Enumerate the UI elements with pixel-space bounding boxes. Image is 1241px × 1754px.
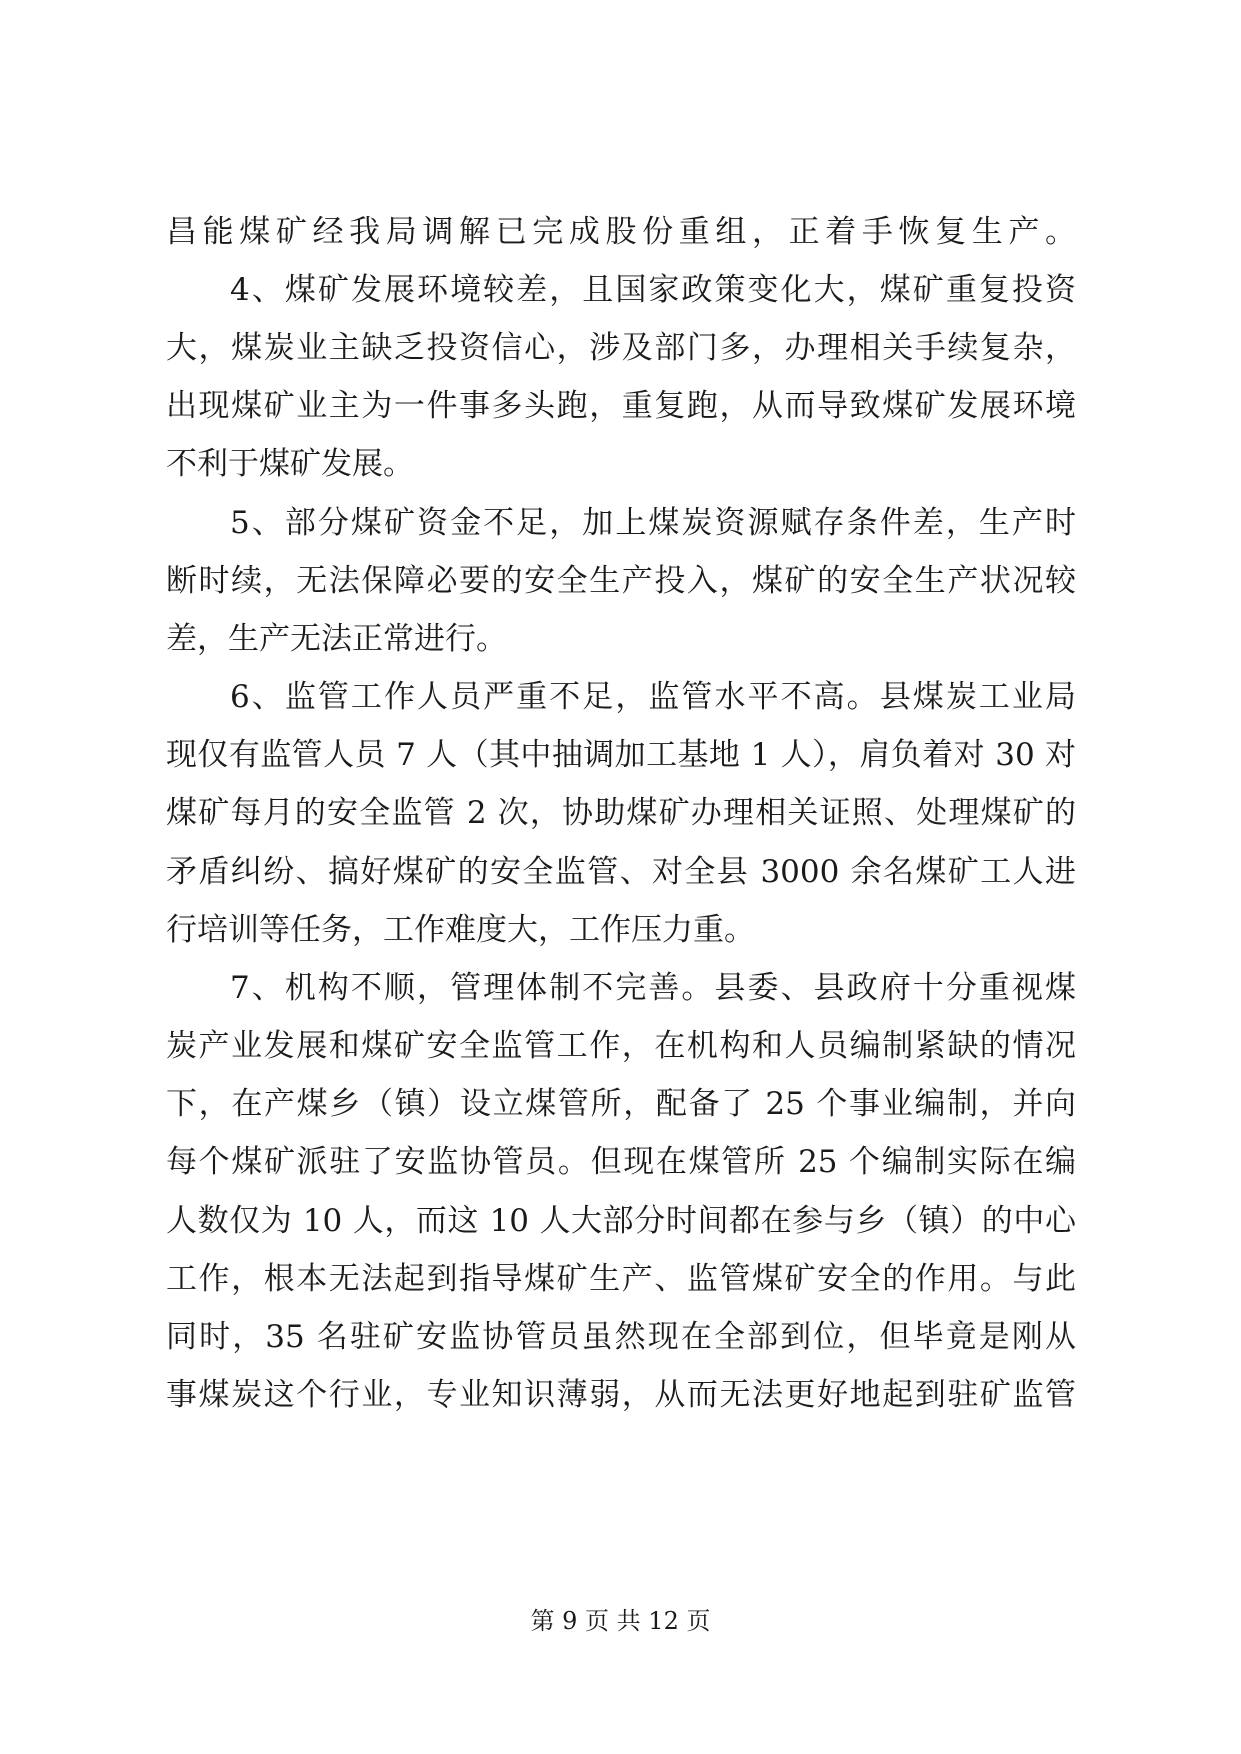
page-number: 第 9 页 共 12 页 bbox=[530, 1607, 711, 1635]
text-line: 7、机构不顺，管理体制不完善。县委、县政府十分重视煤 bbox=[230, 970, 1076, 1006]
text-line: 同时，35 名驻矿安监协管员虽然现在全部到位，但毕竟是刚从 bbox=[166, 1319, 1076, 1355]
text-line: 差，生产无法正常进行。 bbox=[166, 621, 507, 657]
text-line: 炭产业发展和煤矿安全监管工作，在机构和人员编制紧缺的情况 bbox=[166, 1028, 1076, 1064]
text-line: 每个煤矿派驻了安监协管员。但现在煤管所 25 个编制实际在编 bbox=[166, 1144, 1076, 1180]
text-line: 断时续，无法保障必要的安全生产投入，煤矿的安全生产状况较 bbox=[166, 563, 1076, 599]
text-line: 昌能煤矿经我局调解已完成股份重组，正着手恢复生产。 bbox=[166, 214, 1076, 250]
text-line: 不利于煤矿发展。 bbox=[166, 446, 414, 482]
text-line: 出现煤矿业主为一件事多头跑，重复跑，从而导致煤矿发展环境 bbox=[166, 388, 1076, 424]
text-line: 煤矿每月的安全监管 2 次，协助煤矿办理相关证照、处理煤矿的 bbox=[166, 795, 1076, 831]
text-line: 人数仅为 10 人，而这 10 人大部分时间都在参与乡（镇）的中心 bbox=[166, 1203, 1076, 1239]
text-line: 行培训等任务，工作难度大，工作压力重。 bbox=[166, 912, 755, 948]
text-line: 事煤炭这个行业，专业知识薄弱，从而无法更好地起到驻矿监管 bbox=[166, 1377, 1076, 1413]
text-line: 5、部分煤矿资金不足，加上煤炭资源赋存条件差，生产时 bbox=[230, 505, 1076, 541]
text-line: 工作，根本无法起到指导煤矿生产、监管煤矿安全的作用。与此 bbox=[166, 1261, 1076, 1297]
text-line: 现仅有监管人员 7 人（其中抽调加工基地 1 人），肩负着对 30 对 bbox=[166, 737, 1076, 773]
text-line: 6、监管工作人员严重不足，监管水平不高。县煤炭工业局 bbox=[230, 679, 1076, 715]
text-line: 矛盾纠纷、搞好煤矿的安全监管、对全县 3000 余名煤矿工人进 bbox=[166, 854, 1076, 890]
text-line: 大，煤炭业主缺乏投资信心，涉及部门多，办理相关手续复杂， bbox=[166, 330, 1076, 366]
text-line: 下，在产煤乡（镇）设立煤管所，配备了 25 个事业编制，并向 bbox=[166, 1086, 1076, 1122]
text-line: 4、煤矿发展环境较差，且国家政策变化大，煤矿重复投资 bbox=[230, 272, 1076, 308]
